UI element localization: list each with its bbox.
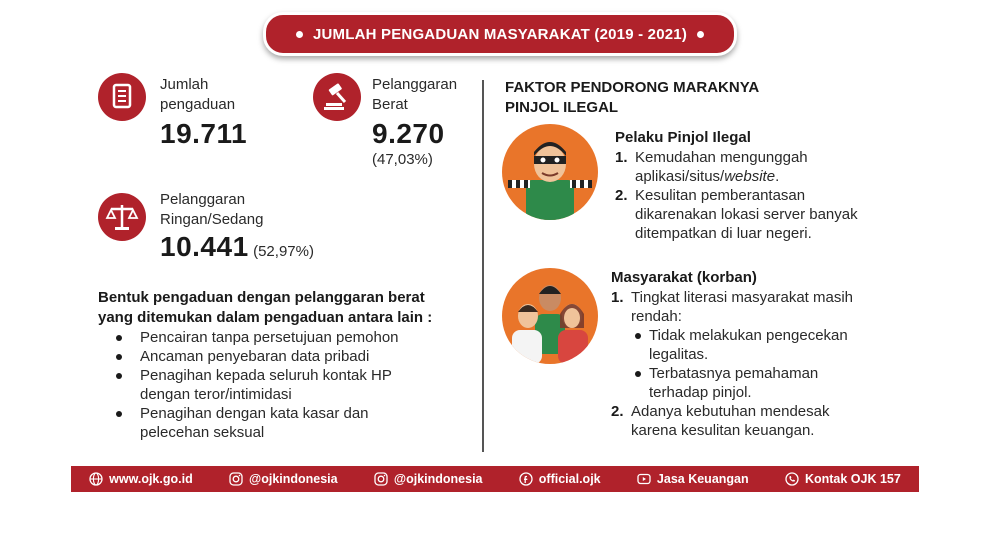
- footer-contact[interactable]: [785, 472, 901, 486]
- youtube-icon: [637, 472, 651, 486]
- list-number: 1.: [615, 149, 628, 166]
- list-item-text: dikarenakan lokasi server banyak: [635, 206, 858, 223]
- footer-text: @ojkindonesia: [249, 472, 338, 486]
- list-item: [116, 328, 466, 347]
- instagram-icon: [229, 472, 243, 486]
- footer-instagram-2[interactable]: [374, 472, 483, 486]
- complaints-heading-line1: Bentuk pengaduan dengan pelanggaran berat: [98, 289, 425, 306]
- list-item-text: Penagihan dengan kata kasar dan: [140, 405, 369, 422]
- perpetrator-section: [615, 128, 945, 243]
- facebook-icon: [519, 472, 533, 486]
- list-number: 2.: [615, 187, 628, 204]
- phone-icon: [785, 472, 799, 486]
- list-item-text: karena kesulitan keuangan.: [631, 422, 815, 439]
- bullet-dot: [116, 354, 122, 360]
- list-item-text-part: aplikasi/situs/: [635, 168, 725, 185]
- heavy-label: [372, 75, 457, 115]
- total-label-line2: pengaduan: [160, 96, 236, 113]
- light-percent: (52,97%): [253, 243, 314, 260]
- light-value-row: [160, 231, 314, 263]
- light-value: 10.441: [160, 231, 249, 262]
- list-item-text: Pencairan tanpa persetujuan pemohon: [140, 329, 399, 346]
- list-item: [635, 326, 941, 364]
- gavel-icon: [313, 73, 361, 121]
- list-item-text: Kesulitan pemberantasan: [635, 187, 806, 204]
- victims-title: Masyarakat (korban): [611, 269, 757, 286]
- factors-heading-line2: PINJOL ILEGAL: [505, 99, 619, 116]
- list-item-text: Tidak melakukan pengecekan: [649, 327, 848, 344]
- list-item-text: [635, 167, 945, 186]
- vertical-divider: [482, 80, 484, 452]
- complaints-heading-line2: yang ditemukan dalam pengaduan antara lain :: [98, 309, 433, 326]
- bullet-dot: [116, 411, 122, 417]
- list-item-text: ditempatkan di luar negeri.: [635, 225, 812, 242]
- title-dot-right: [697, 31, 704, 38]
- light-label-line2: Ringan/Sedang: [160, 211, 264, 228]
- footer-text: Kontak OJK 157: [804, 472, 901, 486]
- heavy-value: 9.270: [372, 118, 445, 149]
- total-value: 19.711: [160, 118, 248, 149]
- document-icon: [98, 73, 146, 121]
- heavy-label-line2: Berat: [372, 96, 408, 113]
- list-item: [615, 186, 945, 243]
- list-item-text: Terbatasnya pemahaman: [649, 365, 819, 382]
- bullet-dot: [635, 333, 641, 339]
- list-item: [611, 288, 941, 326]
- list-item-text: rendah:: [631, 308, 682, 325]
- footer-bar: [71, 466, 919, 492]
- footer-text: Jasa Keuangan: [656, 472, 749, 486]
- list-item-text-part: .: [775, 168, 780, 185]
- list-item: [635, 364, 941, 402]
- list-item-text: dengan teror/intimidasi: [140, 386, 292, 403]
- list-number: 2.: [611, 403, 624, 420]
- bullet-dot: [116, 335, 122, 341]
- footer-text: @ojkindonesia: [393, 472, 483, 486]
- footer-text: official.ojk: [538, 472, 601, 486]
- heavy-label-line1: Pelanggaran: [372, 76, 458, 93]
- title-text: JUMLAH PENGADUAN MASYARAKAT (2019 - 2021): [312, 25, 688, 43]
- victims-illustration: [502, 268, 598, 364]
- list-item-text: terhadap pinjol.: [649, 384, 752, 401]
- total-label: [160, 75, 235, 115]
- bullet-dot: [116, 373, 122, 379]
- thief-illustration: [502, 124, 598, 220]
- title-dot-left: [296, 31, 303, 38]
- list-item-text: legalitas.: [649, 346, 709, 363]
- instagram-icon: [374, 472, 388, 486]
- scale-icon: [98, 193, 146, 241]
- list-item-text: Kemudahan mengunggah: [635, 149, 808, 166]
- perpetrator-title: Pelaku Pinjol Ilegal: [615, 129, 751, 146]
- footer-facebook[interactable]: [519, 472, 601, 486]
- page-title: [263, 12, 737, 56]
- list-item-text: Adanya kebutuhan mendesak: [631, 403, 830, 420]
- footer-instagram-1[interactable]: [229, 472, 338, 486]
- victims-sublist: [611, 326, 941, 402]
- list-item-text-italic: website: [724, 168, 776, 185]
- list-item-text: Penagihan kepada seluruh kontak HP: [140, 367, 392, 384]
- light-label: [160, 190, 263, 230]
- total-label-line1: Jumlah: [160, 76, 209, 93]
- footer-website[interactable]: [89, 472, 193, 486]
- list-item: [116, 366, 466, 404]
- light-label-line1: Pelanggaran: [160, 191, 246, 208]
- footer-youtube[interactable]: [637, 472, 749, 486]
- list-number: 1.: [611, 289, 624, 306]
- list-item-text: Tingkat literasi masyarakat masih: [631, 289, 854, 306]
- list-item-text: pelecehan seksual: [140, 424, 265, 441]
- list-item-text: Ancaman penyebaran data pribadi: [140, 348, 370, 365]
- factors-heading-line1: FAKTOR PENDORONG MARAKNYA: [505, 79, 760, 96]
- complaints-list: [116, 328, 466, 442]
- globe-icon: [89, 472, 103, 486]
- bullet-dot: [635, 371, 641, 377]
- factors-heading: [505, 78, 759, 118]
- list-item: [116, 404, 466, 442]
- heavy-percent: (47,03%): [372, 151, 433, 168]
- complaints-heading: [98, 288, 432, 328]
- list-item: [615, 148, 945, 186]
- victims-section: [611, 268, 941, 440]
- list-item: [611, 402, 941, 440]
- footer-text: www.ojk.go.id: [109, 472, 193, 486]
- list-item: [116, 347, 466, 366]
